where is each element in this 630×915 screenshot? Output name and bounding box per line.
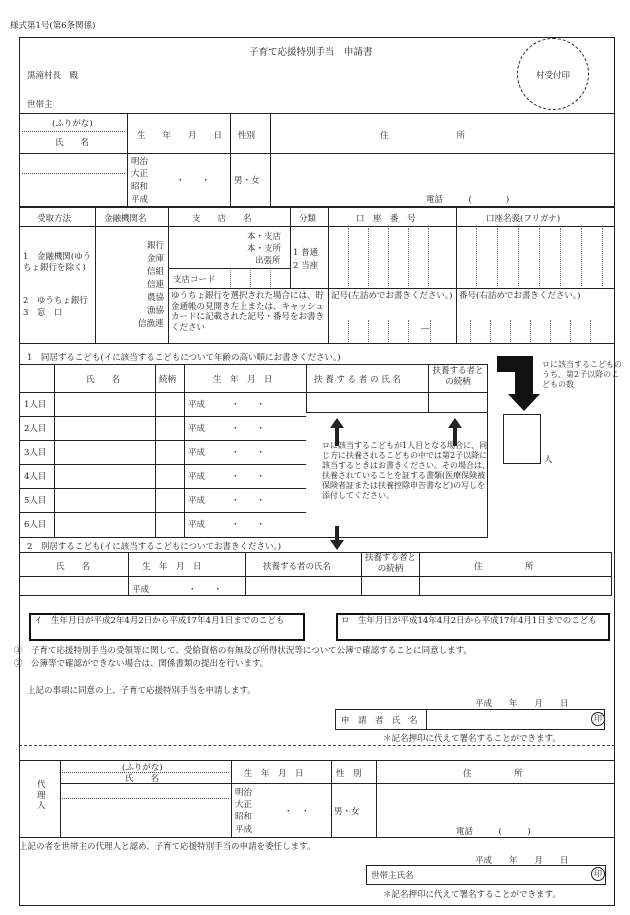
- householder-section-label: 世帯主: [27, 100, 53, 110]
- second-child-note: ロに該当するこどものうち、第2子以降のこどもの数: [542, 360, 622, 389]
- method-option-bank[interactable]: 1 金融機関(ゆうちょ銀行を除く): [23, 252, 92, 273]
- era-heisei: 平成: [131, 195, 149, 205]
- branch-code-label: 支店コード: [173, 275, 216, 285]
- s1-relation-header: 続柄: [159, 375, 177, 385]
- proxy-sex-choice[interactable]: 男・女: [334, 807, 360, 817]
- count-unit: 人: [544, 455, 553, 465]
- birth-header: 生 年 月 日: [137, 131, 223, 141]
- row-label-1: 1人目: [24, 400, 47, 410]
- proxy-era-heisei: 平成: [235, 825, 253, 835]
- s2-name-header: 氏 名: [56, 562, 91, 572]
- bango-note: 番号(右詰めでお書きください。): [459, 291, 581, 301]
- row6-date[interactable]: ・ ・: [231, 520, 266, 530]
- row5-era: 平成: [188, 496, 206, 506]
- proxy-address-header: 住 所: [463, 769, 523, 779]
- application-date[interactable]: 平成 年 月 日: [475, 699, 569, 709]
- inst-type-ginko: 銀行: [147, 241, 165, 251]
- separate-children-table: [19, 552, 612, 596]
- row-label-6: 6人目: [24, 520, 47, 530]
- row1-date[interactable]: ・ ・: [231, 400, 266, 410]
- inst-type-shinkumi: 信組: [147, 267, 165, 277]
- type-toza[interactable]: 2 当座: [293, 261, 319, 271]
- inst-type-shingyoren: 信漁連: [138, 319, 164, 329]
- branch-type-honshisho: 本・支所: [247, 244, 282, 254]
- proxy-sex-header: 性 別: [336, 769, 362, 779]
- proxy-birth-header: 生 年 月 日: [244, 769, 304, 779]
- inst-type-kinko: 金庫: [147, 254, 165, 264]
- consent-2: ② 公簿等で確認ができない場合は、関係書類の提出を行います。: [14, 659, 269, 669]
- definition-ro: ロ 生年月日が平成14年4月2日から平成17年4月1日までのこども: [336, 613, 610, 641]
- type-futsu[interactable]: 1 普通: [293, 248, 319, 258]
- era-taisho: 大正: [131, 169, 149, 179]
- applicant-name-label: 申 請 者 氏 名: [341, 716, 418, 726]
- branch-type-shutchojo: 出張所: [255, 256, 281, 266]
- applicant-seal-icon: 印: [591, 712, 605, 726]
- row-label-5: 5人目: [24, 496, 47, 506]
- row-label-4: 4人目: [24, 472, 47, 482]
- account-type-header: 分類: [299, 214, 317, 224]
- institution-name-header: 金融機関名: [104, 214, 147, 224]
- row4-date[interactable]: ・ ・: [231, 472, 266, 482]
- proxy-era-taisho: 大正: [235, 800, 253, 810]
- proxy-era-showa: 昭和: [235, 812, 253, 822]
- sex-choice[interactable]: 男・女: [234, 176, 260, 186]
- sex-header: 性別: [238, 131, 256, 141]
- section1-heading: 1 同居するこども(イに該当するこどもについて年齢の高い順にお書きください。): [27, 353, 341, 363]
- row6-era: 平成: [188, 520, 206, 530]
- account-dash: ―: [421, 324, 430, 334]
- down-arrow-icon: [330, 526, 344, 550]
- row4-era: 平成: [188, 472, 206, 482]
- inst-type-nokyo: 農協: [147, 293, 165, 303]
- delegation-text: 上記の者を世帯主の代理人と認め、子育て応援特別手当の申請を委任します。: [19, 842, 316, 852]
- row3-date[interactable]: ・ ・: [231, 448, 266, 458]
- method-option-counter[interactable]: 3 窓 口: [23, 308, 63, 318]
- receipt-method-header: 受取方法: [37, 214, 72, 224]
- row-label-3: 3人目: [24, 448, 47, 458]
- account-holder-header: 口座名義(フリガナ): [486, 214, 561, 224]
- householder-sign-note: ＊記名押印に代えて署名することができます。: [383, 890, 561, 900]
- householder-name-label: 世帯主氏名: [371, 871, 414, 881]
- era-meiji: 明治: [131, 157, 149, 167]
- method-option-yucho[interactable]: 2 ゆうちょ銀行: [23, 296, 88, 306]
- row5-date[interactable]: ・ ・: [231, 496, 266, 506]
- row-label-2: 2人目: [24, 424, 47, 434]
- branch-name-header: 支 店 名: [192, 214, 252, 224]
- row1-era: 平成: [188, 400, 206, 410]
- second-child-count-box[interactable]: [503, 414, 541, 464]
- s1-name-header: 氏 名: [86, 375, 121, 385]
- branch-type-honshiten: 本・支店: [247, 232, 282, 242]
- proxy-furigana-label: (ふりがな): [122, 763, 163, 773]
- consent-1: ① 子育て応援特別手当の受領等に関して、受給資格の有無及び所得状況等について公簿で確認することに同意します。: [14, 646, 472, 656]
- s2-supporter-header: 扶養する者の氏名: [263, 562, 332, 572]
- furigana-label: (ふりがな): [52, 119, 93, 129]
- addressee: 黒滝村長 殿: [27, 71, 79, 81]
- s2-date[interactable]: ・ ・: [188, 585, 223, 595]
- birth-date-field[interactable]: ・ ・: [176, 176, 211, 186]
- definition-i: イ 生年月日が平成2年4月2日から平成17年4月1日までのこども: [29, 613, 305, 641]
- proxy-era-meiji: 明治: [235, 788, 253, 798]
- yucho-note: ゆうちょ銀行を選択された場合には、貯金通帳の見開き左上または、キャッシュカードに記載された記号・番号をお書きください: [171, 291, 325, 333]
- inst-type-shinren: 信連: [147, 280, 165, 290]
- inst-type-gyokyo: 漁協: [147, 306, 165, 316]
- s1-supporter-header: 扶 養 す る 者 の 氏 名: [314, 375, 401, 385]
- row2-era: 平成: [188, 424, 206, 434]
- s2-support-relation-header: 扶養する者との続柄: [364, 553, 416, 574]
- proxy-phone[interactable]: 電話 ( ): [456, 827, 531, 837]
- s2-birth-header: 生 年 月 日: [142, 562, 202, 572]
- phone-field[interactable]: 電話 ( ): [426, 195, 510, 205]
- householder-seal-icon: 印: [591, 867, 605, 881]
- s1-birth-header: 生 年 月 日: [213, 375, 273, 385]
- proxy-name-header: 氏 名: [125, 774, 160, 784]
- declaration: 上記の事項に同意の上、子育て応援特別手当を申請します。: [27, 686, 256, 696]
- row2-date[interactable]: ・ ・: [231, 424, 266, 434]
- name-header: 氏 名: [55, 138, 90, 148]
- delegation-date[interactable]: 平成 年 月 日: [475, 856, 569, 866]
- page-title: 子育て応援特別手当 申請書: [249, 47, 373, 58]
- row3-era: 平成: [188, 448, 206, 458]
- reception-stamp-label: 村受付印: [535, 71, 570, 81]
- s2-address-header: 住 所: [474, 562, 534, 572]
- proxy-birth-date[interactable]: ・ ・: [284, 807, 310, 817]
- section2-heading: 2 別居するこども(イに該当するこどもについてお書きください。): [27, 542, 282, 552]
- householder-table: [19, 113, 615, 207]
- applicant-sign-note: ＊記名押印に代えて署名することができます。: [383, 734, 561, 744]
- address-header: 住 所: [380, 131, 466, 141]
- proxy-label: 代理人: [37, 780, 46, 811]
- s1-support-relation-header: 扶養する者との続柄: [432, 366, 484, 387]
- form-label: 様式第1号(第6条関係): [10, 21, 96, 31]
- kigo-note: 記号(左詰めでお書きください。): [331, 291, 453, 301]
- s2-era: 平成: [132, 585, 150, 595]
- account-number-header: 口 座 番 号: [356, 214, 416, 224]
- section1-note: ロに該当するこどもが1人目となる場合に、同じ方に扶養されるこどもの中では第2子以降に該当するときはお書きください。その場合は、扶養されていることを証する書類(医療保険被保険者証または扶養控除申告書など)の写しを添付してください。: [322, 441, 490, 500]
- era-showa: 昭和: [131, 182, 149, 192]
- bent-arrow-icon: [497, 356, 541, 412]
